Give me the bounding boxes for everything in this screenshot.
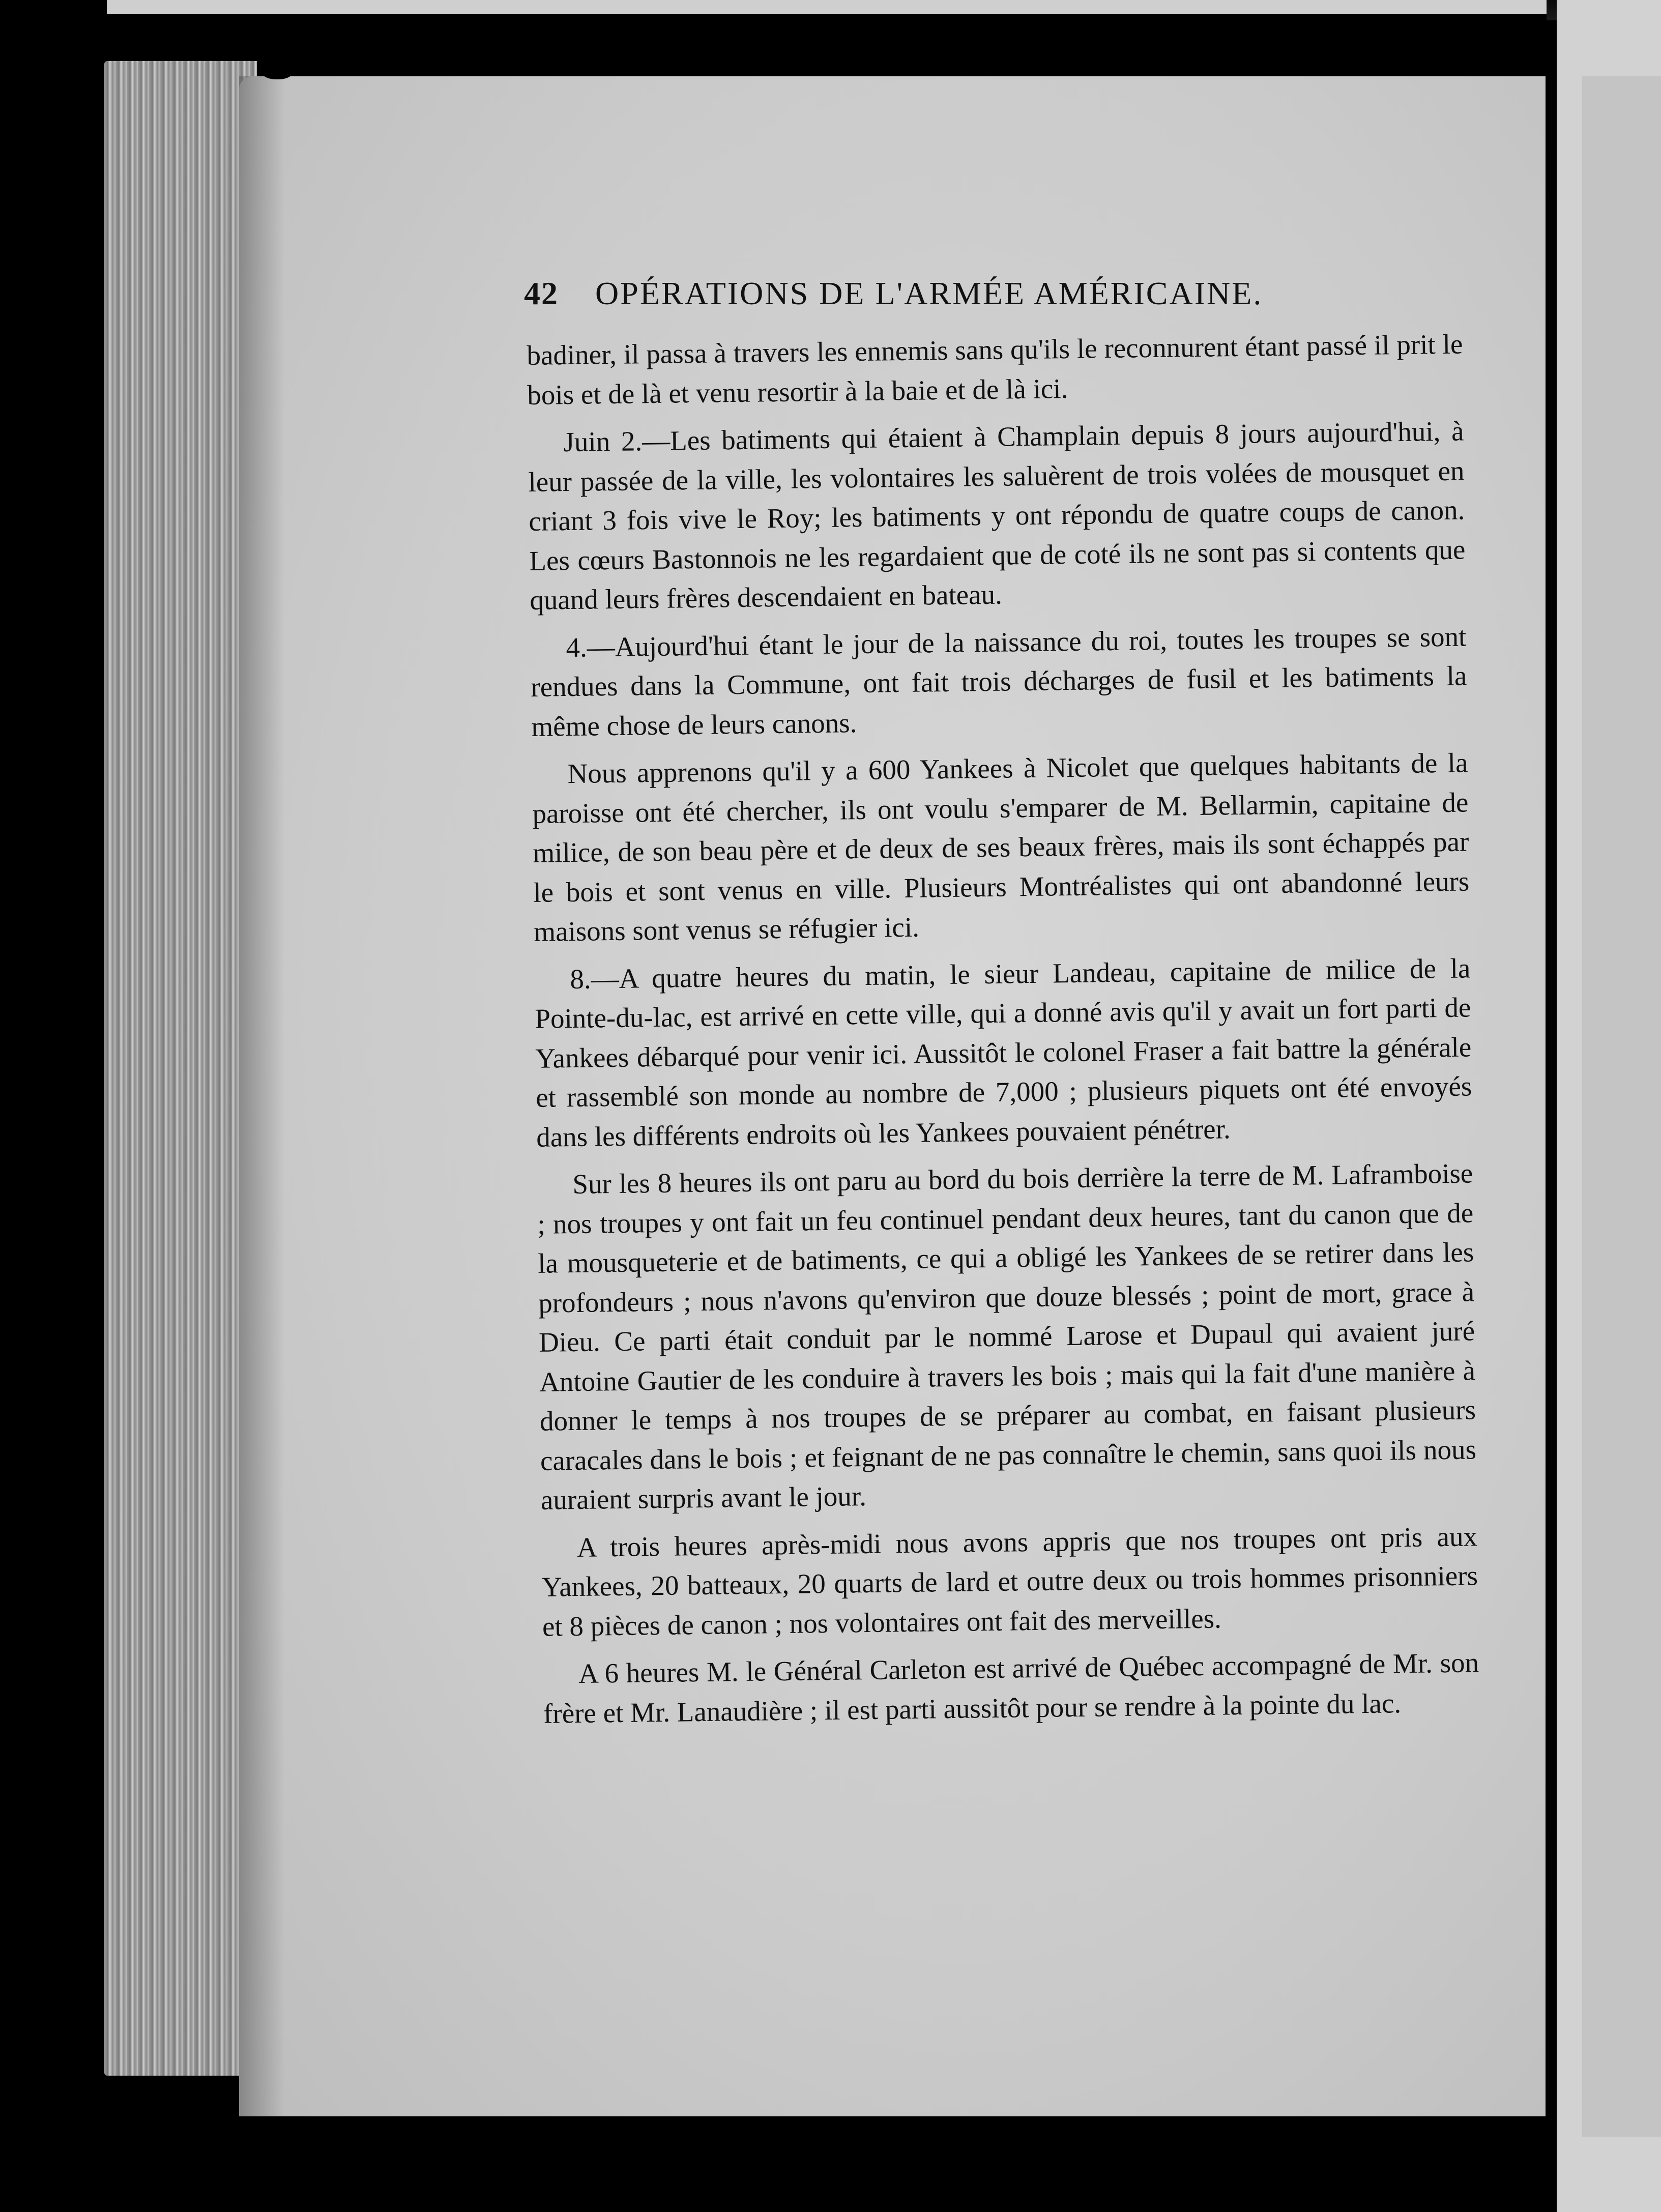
page-binding-shadow <box>239 76 285 2116</box>
paragraph: Nous apprenons qu'il y a 600 Yankees à Nicolet que quelques habitants de la paroisse ont été chercher, ils ont voulu s'emparer de M. Bellarmin, capitaine de milice, de son beau père et de deux de ses beaux frères, mais ils sont échappés par le bois et sont venus en ville. Plusieurs Montréalistes qui ont abandonné leurs maisons sont venus se réfugier ici. <box>532 747 1470 947</box>
paragraph: A 6 heures M. le Général Carleton est arrivé de Québec accompagné de Mr. son frère et Mr. Lanaudière ; il est parti aussitôt pour se rendre à la pointe du lac. <box>543 1647 1479 1729</box>
previous-frame-edge <box>107 0 1547 14</box>
page-number: 42 <box>524 275 559 311</box>
paragraph: A trois heures après-midi nous avons appris que nos troupes ont pris aux Yankees, 20 batteaux, 20 quarts de lard et outre deux ou trois hommes prisonniers et 8 pièces de canon ; nos volontaires ont fait des merveilles. <box>541 1520 1478 1642</box>
paragraph: Juin 2.—Les batiments qui étaient à Champlain depuis 8 jours aujourd'hui, à leur passée de la ville, les volontaires les saluèrent de trois volées de mousquet en criant 3 fois vive le Roy; les batiments y ont répondu de quatre coups de canon. Les cœurs Bastonnois ne les regardaient que de coté ils ne sont pas si contents que quand leurs frères descendaient en bateau. <box>528 415 1466 616</box>
microfilm-top-band <box>107 14 1547 76</box>
paragraph: badiner, il passa à travers les ennemis sans qu'ils le reconnurent étant passé il prit le bois et de là et venu resortir à la baie et de là ici. <box>527 328 1463 411</box>
page-header <box>524 275 1348 321</box>
running-title: OPÉRATIONS DE L'ARMÉE AMÉRICAINE. <box>595 275 1263 311</box>
page-gutter-line <box>1546 66 1557 2212</box>
paragraph: Sur les 8 heures ils ont paru au bord du bois derrière la terre de M. Laframboise ; nos troupes y ont fait un feu continuel pendant deux heures, tant du canon que de la mousqueterie et de batiments, ce qui a obligé les Yankees de se retirer dans les profondeurs ; nous n'avons qu'environ que douze blessés ; point de mort, grace à Dieu. Ce parti était conduit par le nommé Larose et Dupaul qui avaient juré Antoine Gautier de les conduire à travers les bois ; mais qui la fait d'une manière à donner le temps à nos troupes de se préparer au combat, en faisant plusieurs caracales dans le bois ; et feignant de ne pas connaître le chemin, sans quoi ils nous auraient surpris avant le jour. <box>537 1157 1477 1516</box>
ink-blot-mark <box>259 56 295 79</box>
paragraph: 4.—Aujourd'hui étant le jour de la naissance du roi, toutes les troupes se sont rendues dans la Commune, ont fait trois décharges de fusil et les batiments la même chose de leurs canons. <box>531 620 1467 742</box>
facing-page-sliver <box>1582 76 1661 2137</box>
microfilm-left-border <box>0 0 107 2212</box>
paragraph: 8.—A quatre heures du matin, le sieur Landeau, capitaine de milice de la Pointe-du-lac, est arrivé en cette ville, qui a donné avis qu'il y avait un fort parti de Yankees débarqué pour venir ici. Aussitôt le colonel Fraser a fait battre la générale et rassemblé son monde au nombre de 7,000 ; plusieurs piquets ont été envoyés dans les différents endroits où les Yankees pouvaient pénétrer. <box>535 952 1472 1153</box>
body-text <box>527 325 1480 1741</box>
book-page-edges <box>104 61 257 2076</box>
